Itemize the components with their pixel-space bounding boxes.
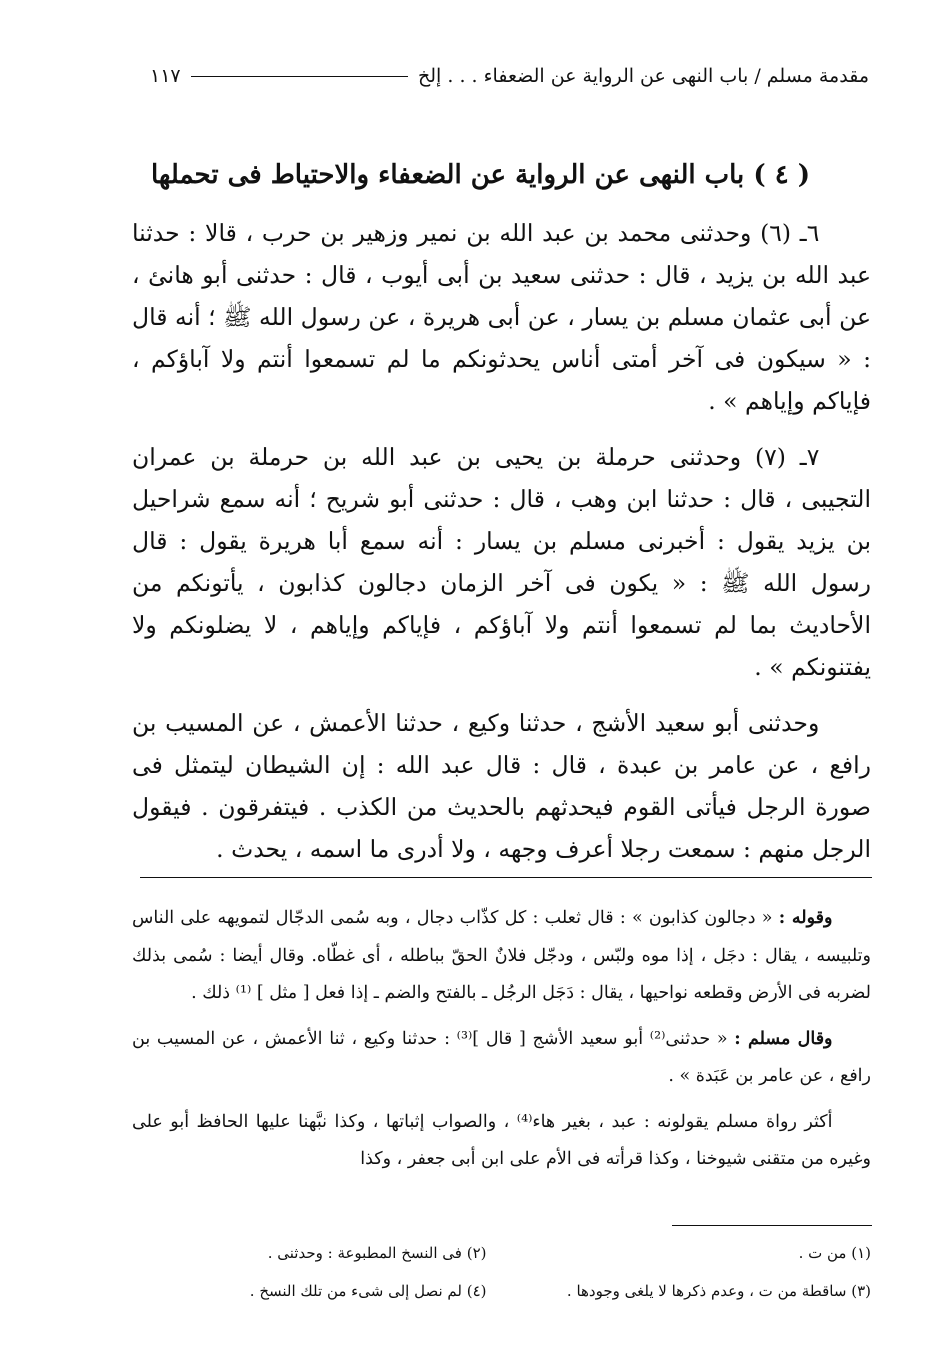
commentary-separator <box>140 877 872 878</box>
chapter-title: ( ٤ ) باب النهى عن الرواية عن الضعفاء والاحتياط فى تحملها <box>150 160 811 190</box>
footnote-4: (٤) لم نصل إلى شىء من تلك النسخ . <box>249 1282 487 1300</box>
hadith-text <box>132 212 871 884</box>
commentary-paragraph <box>132 1021 871 1096</box>
commentary-text: « حدثنى⁽²⁾ أبو سعيد الأشج [ قال ]⁽³⁾ : حدثنا وكيع ، ثنا الأعمش ، عن المسيب بن رافع ، عن عامر بن عَبَدة » . <box>132 1028 871 1086</box>
header-rule <box>191 76 408 77</box>
footnote-separator <box>672 1225 872 1226</box>
header-title: مقدمة مسلم / باب النهى عن الرواية عن الضعفاء . . . إلخ <box>418 65 869 87</box>
hadith-paragraph-athar: وحدثنى أبو سعيد الأشج ، حدثنا وكيع ، حدثنا الأعمش ، عن المسيب بن رافع ، عن عامر بن عبدة ، قال : قال عبد الله : إن الشيطان ليتمثل فى صورة الرجل فيأتى القوم فيحدثهم بالحديث من الكذب . فيتفرقون . فيقول الرجل منهم : سمعت رجلا أعرف وجهه ، ولا أدرى ما اسمه ، يحدث . <box>132 709 871 863</box>
hadith-paragraph-7: ٧ـ (٧) وحدثنى حرملة بن يحيى بن عبد الله بن حرملة بن عمران التجيبى ، قال : حدثنا ابن وهب ، قال : حدثنى أبو شريح ؛ أنه سمع شراحيل بن يزيد يقول : أخبرنى مسلم بن يسار : أنه سمع أبا هريرة يقول : قال رسول الله ﷺ : « يكون فى آخر الزمان دجالون كذابون ، يأتونكم من الأحاديث بما لم تسمعوا أنتم ولا آباؤكم ، فإياكم وإياهم ، لا يضلونكم ولا يفتنونكم » . <box>132 443 871 681</box>
commentary-lead: وقوله : <box>778 908 833 928</box>
footnote-3: (٣) ساقطة من ت ، وعدم ذكرها لا يلغى وجودها . <box>566 1282 871 1300</box>
commentary-lead: وقال مسلم : <box>734 1028 833 1049</box>
commentary-paragraph <box>132 900 871 1013</box>
commentary <box>132 900 871 1187</box>
commentary-paragraph <box>132 1104 871 1179</box>
footnote-1: (١) من ت . <box>798 1244 871 1262</box>
footnotes <box>132 1234 871 1310</box>
hadith-paragraph-6: ٦ـ (٦) وحدثنى محمد بن عبد الله بن نمير وزهير بن حرب ، قالا : حدثنا عبد الله بن يزيد ، قال : حدثنى سعيد بن أبى أيوب ، قال : حدثنى أبو هانئ ، عن أبى عثمان مسلم بن يسار ، عن أبى هريرة ، عن رسول الله ﷺ ؛ أنه قال : « سيكون فى آخر أمتى أناس يحدثونكم ما لم تسمعوا أنتم ولا آباؤكم ، فإياكم وإياهم » . <box>132 219 871 415</box>
running-header <box>150 58 869 94</box>
footnote-2: (٢) فى النسخ المطبوعة : وحدثنى . <box>267 1244 487 1262</box>
commentary-text: أكثر رواة مسلم يقولونه : عبد ، بغير هاء⁽⁴⁾ ، والصواب إثباتها ، وكذا نبَّهنا عليها الحافظ أبو على وغيره من متقنى شيوخنا ، وكذا قرأته فى الأم على ابن أبى جعفر ، وكذا <box>132 1111 871 1169</box>
page-number: ١١٧ <box>150 65 181 87</box>
commentary-text: « دجالون كذابون » : قال ثعلب : كل كذّاب دجال ، وبه سُمى الدجّال لتمويهه على الناس وتلبيسه ، يقال : دجَل ، إذا موه ولبّس ، ودجّل فلانٌ الحقّ بباطله ، أى غطّاه. وقال أيضا : سُمى بذلك لضربه فى الأرض وقطعه نواحيها ، يقال : دَجَل الرجُل ـ بالفتح والضم ـ إذا فعل [ مثل ] ⁽¹⁾ ذلك . <box>132 908 871 1003</box>
